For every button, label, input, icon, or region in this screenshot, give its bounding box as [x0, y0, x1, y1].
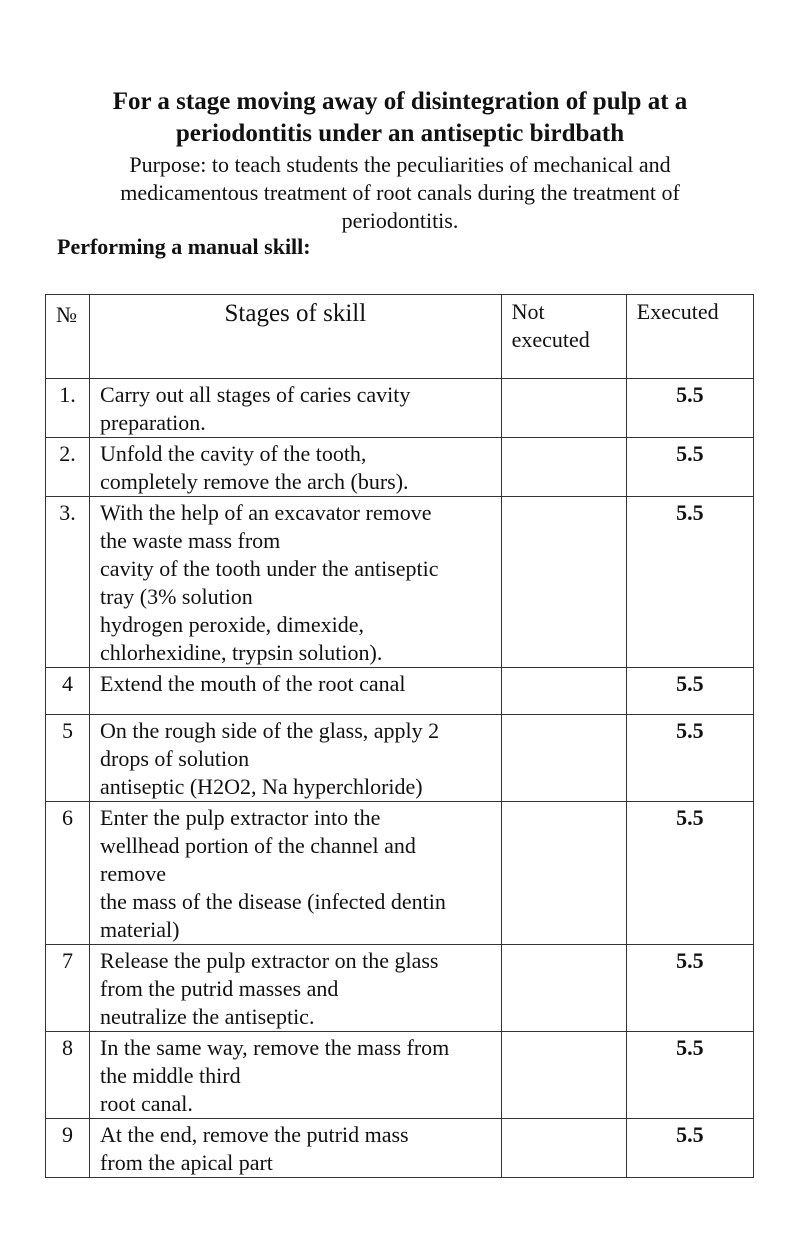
stage-text-line: antiseptic (H2O2, Na hyperchloride) [100, 774, 423, 799]
stage-text-line: remove [100, 861, 167, 886]
stage-text-line: On the rough side of the glass, apply 2 [100, 718, 440, 743]
stage-text-line: the mass of the disease (infected dentin [100, 889, 446, 914]
stage-text-line: wellhead portion of the channel and [100, 833, 416, 858]
table-row [46, 1119, 754, 1178]
row-stage-description [90, 497, 502, 668]
stage-text-line: cavity of the tooth under the antiseptic [100, 556, 439, 581]
row-stage-description [90, 668, 502, 715]
stage-text-line: preparation. [100, 410, 206, 435]
stage-text-line: from the apical part [100, 1150, 273, 1175]
row-stage-description [90, 945, 502, 1032]
column-header-number: № [46, 295, 90, 379]
stage-text-line: the middle third [100, 1063, 241, 1088]
stage-text-line: root canal. [100, 1091, 193, 1116]
row-executed-score: 5.5 [626, 1032, 753, 1119]
table-row [46, 379, 754, 438]
not-executed-line-2: executed [511, 327, 590, 352]
row-stage-description [90, 379, 502, 438]
row-number: 5 [46, 715, 90, 802]
table-body [46, 379, 754, 1178]
row-not-executed-cell [501, 668, 626, 715]
stage-text-line: Carry out all stages of caries cavity [100, 382, 411, 407]
purpose-line-3: periodontitis. [341, 208, 459, 233]
stage-text-line: Release the pulp extractor on the glass [100, 948, 439, 973]
stage-text-line: At the end, remove the putrid mass [100, 1122, 409, 1147]
row-executed-score: 5.5 [626, 715, 753, 802]
row-number: 6 [46, 802, 90, 945]
row-stage-description [90, 1119, 502, 1178]
table-row [46, 715, 754, 802]
section-subheading: Performing a manual skill: [57, 234, 311, 259]
row-not-executed-cell [501, 802, 626, 945]
column-header-stages: Stages of skill [90, 295, 502, 379]
column-header-executed: Executed [626, 295, 753, 379]
row-executed-score: 5.5 [626, 497, 753, 668]
row-not-executed-cell [501, 1119, 626, 1178]
stage-text-line: Extend the mouth of the root canal [100, 671, 406, 696]
stage-text-line: chlorhexidine, trypsin solution). [100, 640, 383, 665]
table-row [46, 945, 754, 1032]
row-stage-description [90, 1032, 502, 1119]
row-executed-score: 5.5 [626, 1119, 753, 1178]
row-number: 9 [46, 1119, 90, 1178]
table-row [46, 438, 754, 497]
stage-text-line: Enter the pulp extractor into the [100, 805, 381, 830]
stage-text-line: tray (3% solution [100, 584, 253, 609]
purpose-line-1: Purpose: to teach students the peculiarities of mechanical and [129, 152, 671, 177]
row-executed-score: 5.5 [626, 802, 753, 945]
row-number: 8 [46, 1032, 90, 1119]
row-stage-description [90, 438, 502, 497]
row-not-executed-cell [501, 945, 626, 1032]
stage-text-line: from the putrid masses and [100, 976, 339, 1001]
stage-text-line: completely remove the arch (burs). [100, 469, 409, 494]
stage-text-line: With the help of an excavator remove [100, 500, 432, 525]
table-row [46, 668, 754, 715]
table-row [46, 802, 754, 945]
table-row [46, 1032, 754, 1119]
stage-text-line: Unfold the cavity of the tooth, [100, 441, 367, 466]
row-not-executed-cell [501, 438, 626, 497]
row-number: 2. [46, 438, 90, 497]
row-not-executed-cell [501, 715, 626, 802]
stage-text-line: material) [100, 917, 180, 942]
row-executed-score: 5.5 [626, 668, 753, 715]
row-number: 4 [46, 668, 90, 715]
purpose-line-2: medicamentous treatment of root canals during the treatment of [120, 180, 680, 205]
row-number: 7 [46, 945, 90, 1032]
row-stage-description [90, 802, 502, 945]
row-executed-score: 5.5 [626, 438, 753, 497]
title-line-1: For a stage moving away of disintegration of pulp at a [112, 88, 688, 115]
row-number: 3. [46, 497, 90, 668]
table-row [46, 497, 754, 668]
stage-text-line: hydrogen peroxide, dimexide, [100, 612, 364, 637]
title-line-2: periodontitis under an antiseptic birdbath [175, 120, 625, 147]
stage-text-line: the waste mass from [100, 528, 281, 553]
row-not-executed-cell [501, 1032, 626, 1119]
not-executed-line-1: Not [511, 299, 545, 324]
stage-text-line: drops of solution [100, 746, 250, 771]
row-not-executed-cell [501, 379, 626, 438]
row-executed-score: 5.5 [626, 379, 753, 438]
stage-text-line: neutralize the antiseptic. [100, 1004, 315, 1029]
row-stage-description [90, 715, 502, 802]
stage-text-line: In the same way, remove the mass from [100, 1035, 450, 1060]
row-executed-score: 5.5 [626, 945, 753, 1032]
row-not-executed-cell [501, 497, 626, 668]
document-title [40, 86, 760, 150]
row-number: 1. [46, 379, 90, 438]
skills-table [45, 294, 754, 1178]
purpose-text [70, 151, 730, 235]
table-header-row [46, 295, 754, 379]
column-header-not-executed [501, 295, 626, 379]
